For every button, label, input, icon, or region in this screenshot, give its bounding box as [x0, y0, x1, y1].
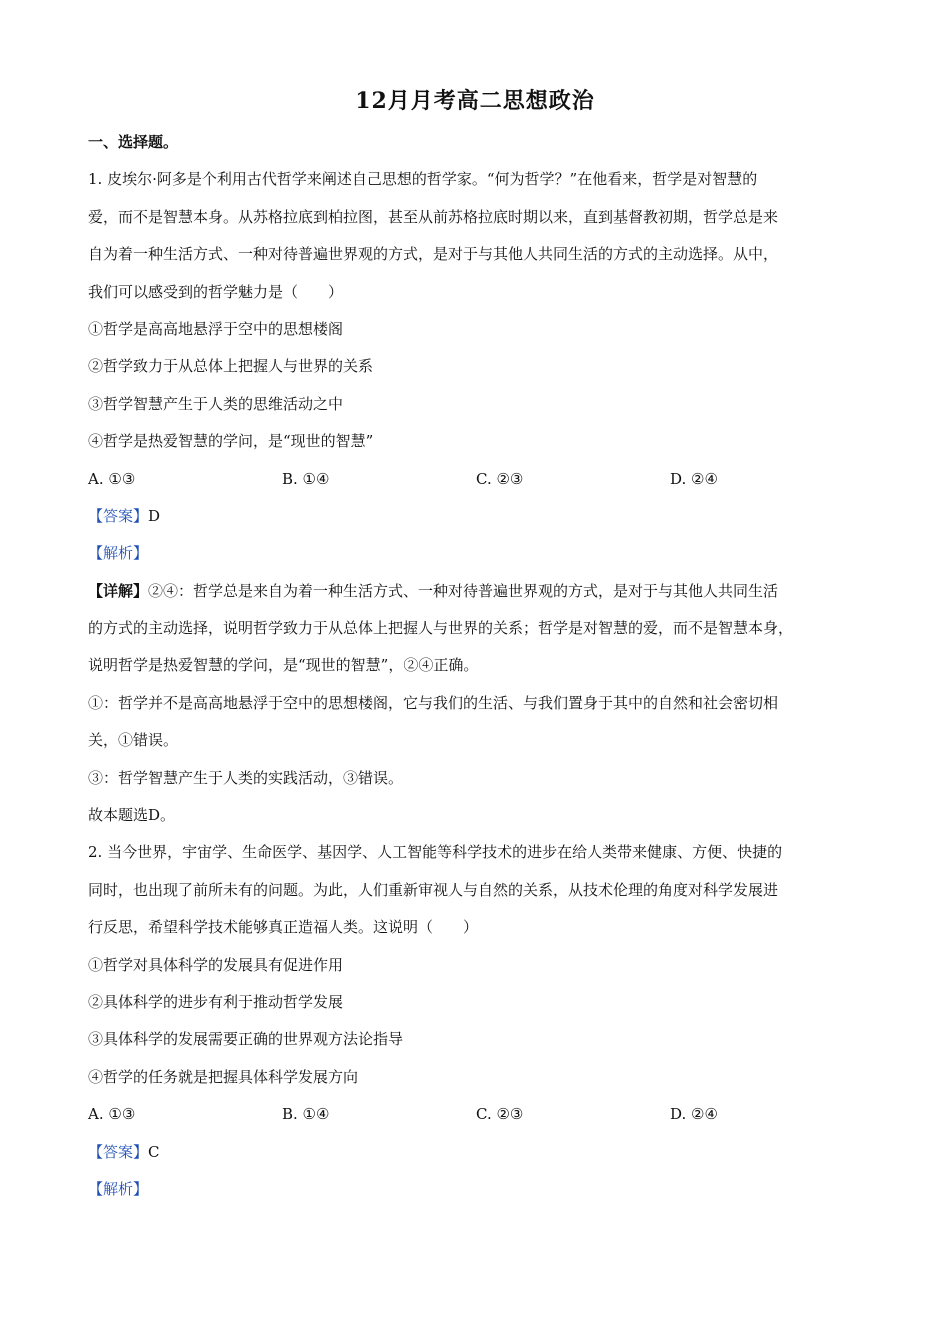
option-c: C. ②③	[476, 469, 524, 488]
answer-options	[88, 461, 868, 498]
statement-item: ③哲学智慧产生于人类的思维活动之中	[88, 394, 344, 413]
question-stem-line: 行反思，希望科学技术能够真正造福人类。这说明（ ）	[88, 918, 479, 937]
option-a: A. ①③	[88, 1105, 136, 1124]
detail-label: 【详解】	[88, 581, 149, 600]
detail-line: 的方式的主动选择，说明哲学致力于从总体上把握人与世界的关系；哲学是对智慧的爱，而不是智慧本身，	[88, 619, 794, 638]
statement-item: ④哲学的任务就是把握具体科学发展方向	[88, 1067, 359, 1086]
option-b: B. ①④	[282, 1105, 330, 1124]
detail-line: 故本题选D。	[88, 806, 176, 825]
question-stem-line: 爱，而不是智慧本身。从苏格拉底到柏拉图，甚至从前苏格拉底时期以来，直到基督教初期，哲学总是来	[88, 207, 779, 226]
document-body	[88, 124, 868, 1208]
option-d: D. ②④	[670, 1105, 718, 1124]
statement-item: ④哲学是热爱智慧的学问，是“现世的智慧”	[88, 432, 374, 451]
answer-value: D	[148, 506, 161, 525]
statement-item: ②哲学致力于从总体上把握人与世界的关系	[88, 357, 374, 376]
question-stem-line: 2. 当今世界，宇宙学、生命医学、基因学、人工智能等科学技术的进步在给人类带来健康、方便、快捷的	[88, 843, 783, 862]
section-heading: 一、选择题。	[88, 133, 179, 151]
detail-text: ②④：哲学总是来自为着一种生活方式、一种对待普遍世界观的方式，是对于与其他人共同生活	[148, 581, 779, 600]
question-2	[88, 834, 868, 1208]
answer-value: C	[148, 1142, 160, 1161]
answer-options	[88, 1096, 868, 1133]
question-stem-line: 1. 皮埃尔·阿多是个利用古代哲学来阐述自己思想的哲学家。“何为哲学？”在他看来，哲学是对智慧的	[88, 170, 758, 189]
page-title: 12月月考高二思想政治	[355, 88, 595, 114]
question-1	[88, 161, 868, 834]
statement-item: ①哲学对具体科学的发展具有促进作用	[88, 955, 344, 974]
statement-item: ①哲学是高高地悬浮于空中的思想楼阁	[88, 319, 344, 338]
answer-line	[88, 1134, 868, 1171]
question-stem-line: 自为着一种生活方式、一种对待普遍世界观的方式，是对于与其他人共同生活的方式的主动选择。从中，	[88, 245, 779, 264]
answer-line	[88, 498, 868, 535]
statement-item: ③具体科学的发展需要正确的世界观方法论指导	[88, 1030, 404, 1049]
answer-label: 【答案】	[88, 506, 149, 525]
question-stem-line: 我们可以感受到的哲学魅力是（ ）	[88, 282, 344, 301]
option-b: B. ①④	[282, 469, 330, 488]
analysis-label: 【解析】	[88, 544, 149, 563]
option-a: A. ①③	[88, 469, 136, 488]
statement-item: ②具体科学的进步有利于推动哲学发展	[88, 992, 344, 1011]
answer-label: 【答案】	[88, 1142, 149, 1161]
question-stem-line: 同时，也出现了前所未有的问题。为此，人们重新审视人与自然的关系，从技术伦理的角度对科学发展进	[88, 880, 779, 899]
detail-line: 关，①错误。	[88, 731, 179, 750]
option-c: C. ②③	[476, 1105, 524, 1124]
detail-line: 说明哲学是热爱智慧的学问，是“现世的智慧”，②④正确。	[88, 656, 479, 675]
option-d: D. ②④	[670, 469, 718, 488]
detail-line	[88, 573, 868, 610]
analysis-label: 【解析】	[88, 1179, 149, 1198]
detail-line: ③：哲学智慧产生于人类的实践活动，③错误。	[88, 768, 404, 787]
detail-line: ①：哲学并不是高高地悬浮于空中的思想楼阁，它与我们的生活、与我们置身于其中的自然和社会密切相	[88, 693, 779, 712]
